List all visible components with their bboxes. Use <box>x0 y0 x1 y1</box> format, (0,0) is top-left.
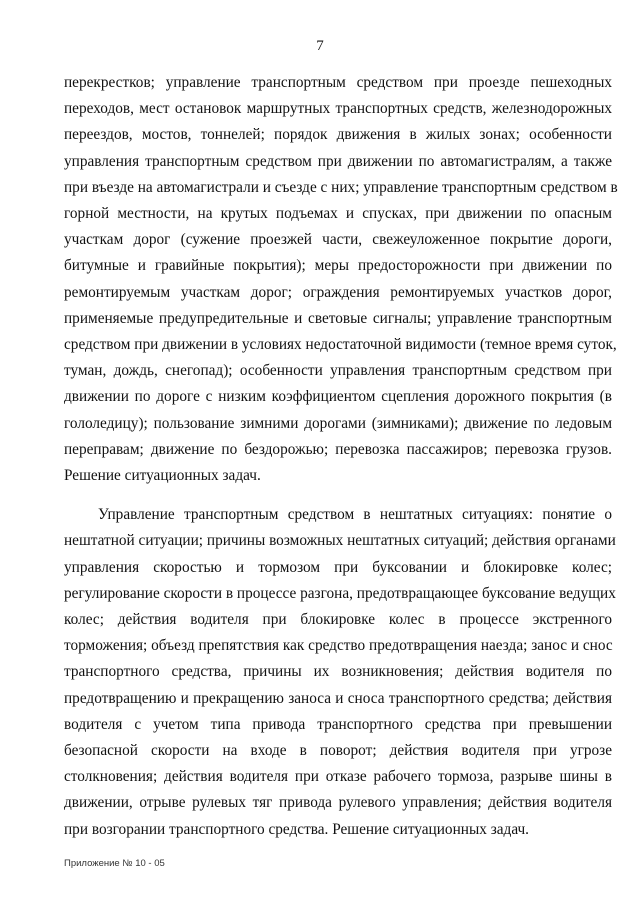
text-line: предотвращению и прекращению заноса и сноса транспортного средства; действия <box>64 689 612 707</box>
text-line: переездов, мостов, тоннелей; порядок движения в жилых зонах; особенности <box>64 126 612 144</box>
text-line: участкам дорог (сужение проезжей части, свежеуложенное покрытие дороги, <box>64 231 612 249</box>
paragraph-emergency-driving <box>64 502 616 843</box>
text-line: переправам; движение по бездорожью; перевозка пассажиров; перевозка грузов. <box>64 440 612 458</box>
text-line: ремонтируемым участкам дорог; ограждения ремонтируемых участков дорог, <box>64 283 612 301</box>
paragraph-continuation <box>64 70 618 489</box>
text-line: столкновения; действия водителя при отказе рабочего тормоза, разрыве шины в <box>64 768 612 786</box>
text-line: транспортного средства, причины их возникновения; действия водителя по <box>64 663 612 681</box>
text-line: битумные и гравийные покрытия); меры предосторожности при движении по <box>64 257 612 275</box>
text-line: колес; действия водителя при блокировке колес в процессе экстренного <box>64 611 612 629</box>
text-line: туман, дождь, снегопад); особенности управления транспортным средством при <box>64 362 612 380</box>
text-line: безопасной скорости на входе в поворот; действия водителя при угрозе <box>64 742 612 760</box>
text-line: перекрестков; управление транспортным средством при проезде пешеходных <box>64 74 612 91</box>
document-body <box>64 70 618 843</box>
text-line: при въезде на автомагистрали и съезде с них; управление транспортным средством в <box>64 178 618 196</box>
text-line: управления транспортным средством при движении по автомагистралям, а также <box>64 152 612 170</box>
text-line: при возгорании транспортного средства. Решение ситуационных задач. <box>64 820 530 838</box>
text-line: управления скоростью и тормозом при буксовании и блокировке колес; <box>64 558 612 576</box>
text-line: движении по дороге с низким коэффициентом сцепления дорожного покрытия (в <box>64 388 612 406</box>
text-line: движении, отрыве рулевых тяг привода рулевого управления; действия водителя <box>64 794 612 812</box>
page-number: 7 <box>316 38 324 54</box>
text-line: торможения; объезд препятствия как средство предотвращения наезда; занос и снос <box>64 637 613 655</box>
text-line: водителя с учетом типа привода транспортного средства при превышении <box>64 715 612 733</box>
text-line: средством при движении в условиях недостаточной видимости (темное время суток, <box>64 336 617 354</box>
text-line: Управление транспортным средством в нештатных ситуациях: понятие о <box>98 506 612 524</box>
text-line: переходов, мест остановок маршрутных транспортных средств, железнодорожных <box>64 100 612 118</box>
text-line: регулирование скорости в процессе разгона, предотвращающее буксование ведущих <box>64 584 616 602</box>
text-line: применяемые предупредительные и световые сигналы; управление транспортным <box>64 309 612 327</box>
text-line: гололедицу); пользование зимними дорогами (зимниками); движение по ледовым <box>64 414 612 432</box>
text-line: горной местности, на крутых подъемах и спусках, при движении по опасным <box>64 205 612 223</box>
footer-annex-label: Приложение № 10 - 05 <box>64 858 165 869</box>
text-line: Решение ситуационных задач. <box>64 467 261 485</box>
text-line: нештатной ситуации; причины возможных нештатных ситуаций; действия органами <box>64 532 616 550</box>
